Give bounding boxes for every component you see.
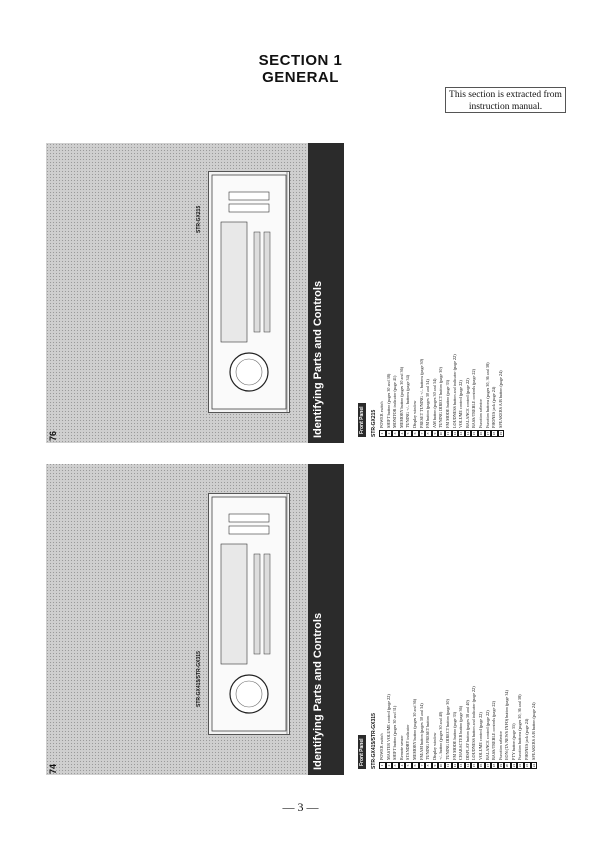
- list-item: [379, 469, 386, 769]
- list-item: [419, 147, 426, 437]
- list-item: [465, 469, 472, 769]
- page-label-74: 74: [48, 763, 58, 774]
- list-item: [445, 147, 452, 437]
- list-item: [399, 147, 406, 437]
- item-number: 7: [419, 762, 426, 769]
- list-item: [386, 469, 393, 769]
- item-text: DISPLAY button (pages 38 and 40): [464, 700, 470, 760]
- list-item: [531, 469, 538, 769]
- item-text: Function selector: [497, 731, 503, 760]
- item-number: 8: [425, 430, 432, 437]
- item-text: TUNING DIRECT button (page 30): [444, 699, 450, 760]
- item-number: 14: [465, 763, 470, 768]
- list-item: [438, 469, 445, 769]
- list-item: [425, 147, 432, 437]
- item-number: 12: [452, 763, 457, 768]
- item-text: Display window: [431, 732, 437, 760]
- item-text: VOLUME control (page 22): [477, 712, 483, 760]
- list-item: [392, 147, 399, 437]
- item-number: 9: [432, 762, 439, 769]
- receiver-front-diagram: [208, 493, 290, 735]
- item-text: Remote sensor: [398, 735, 404, 760]
- list-item: [386, 147, 393, 437]
- model-label: STR-GX415/STR-GX315: [371, 713, 377, 769]
- item-number: 13: [459, 763, 464, 768]
- text-column: [350, 469, 537, 769]
- list-item: [485, 147, 492, 437]
- list-item: [425, 469, 432, 769]
- model-label: STR-GX215: [371, 409, 377, 437]
- item-text: TUNING DIRECT button (page 30): [438, 367, 444, 428]
- item-number: 1: [379, 762, 386, 769]
- item-text: SPEAKERS A/B button (page 24): [530, 702, 536, 760]
- item-text: STANDBY indicator: [405, 724, 411, 760]
- item-text: FM MODE button (page 33): [444, 379, 450, 428]
- parts-list: [379, 469, 537, 769]
- section-title: GENERAL: [262, 69, 339, 86]
- list-item: [458, 147, 465, 437]
- list-item: [458, 469, 465, 769]
- subheading: Front Panel: [358, 403, 366, 437]
- item-number: 17: [485, 431, 490, 436]
- item-text: PTY button (page 35): [510, 723, 516, 760]
- item-number: 13: [459, 431, 464, 436]
- item-number: 1: [379, 430, 386, 437]
- receiver-front-diagram: [208, 171, 290, 413]
- list-item: [445, 469, 452, 769]
- section-number: SECTION 1: [258, 52, 343, 69]
- list-item: [511, 469, 518, 769]
- item-text: BALANCE control (page 22): [464, 378, 470, 428]
- item-text: PRESET TUNING +/– buttons (page 30): [418, 358, 424, 428]
- item-number: 6: [412, 762, 419, 769]
- list-item: [498, 469, 505, 769]
- manual-page-74: [46, 464, 562, 775]
- item-text: TUNING PRESET button: [425, 716, 431, 760]
- item-text: POWER switch: [379, 401, 384, 428]
- item-number: 7: [419, 430, 426, 437]
- item-number: 22: [518, 763, 523, 768]
- item-text: EON (TA NEWS INFO) button (page 34): [504, 690, 510, 760]
- item-number: 24: [531, 763, 536, 768]
- list-item: [392, 469, 399, 769]
- list-item: [471, 469, 478, 769]
- item-number: 19: [498, 431, 503, 436]
- item-number: 5: [405, 430, 412, 437]
- list-item: [478, 469, 485, 769]
- parts-list: [379, 147, 504, 437]
- receiver-drawing: [209, 172, 289, 412]
- text-column: [350, 147, 504, 437]
- item-number: 5: [405, 762, 412, 769]
- list-item: [524, 469, 531, 769]
- item-text: PHONES jack (page 24): [491, 386, 497, 428]
- list-item: [491, 469, 498, 769]
- diagram-model-label: STR-GX215: [196, 205, 202, 233]
- item-number: 18: [492, 431, 497, 436]
- item-text: AM button (pages 30 and 34): [431, 378, 437, 428]
- item-text: SHIFT button (pages 30 and 38): [385, 373, 391, 428]
- item-text: CHARACTER button (page 36): [458, 705, 464, 760]
- item-text: Display window: [411, 400, 417, 428]
- item-number: 21: [511, 763, 516, 768]
- item-text: LOUDNESS button and indicator (page 22): [451, 354, 457, 428]
- list-item: [478, 147, 485, 437]
- item-number: 4: [399, 430, 406, 437]
- item-number: 2: [386, 430, 393, 437]
- list-item: [517, 469, 524, 769]
- item-number: 16: [478, 763, 483, 768]
- list-item: [452, 469, 459, 769]
- list-item: [452, 147, 459, 437]
- list-item: [432, 147, 439, 437]
- list-item: [485, 469, 492, 769]
- item-number: 18: [492, 763, 497, 768]
- item-text: SHIFT button (pages 30 and 31): [392, 705, 398, 760]
- item-number: 15: [472, 431, 477, 436]
- item-text: FM/AM button (pages 30 and 34): [418, 703, 424, 760]
- item-text: MEMORY button (pages 30 and 36): [411, 698, 417, 760]
- item-number: 16: [478, 431, 483, 436]
- item-text: Function buttons (pages 30, 36 and 38): [517, 694, 523, 760]
- list-item: [491, 147, 498, 437]
- list-item: [432, 469, 439, 769]
- item-number: 19: [498, 763, 503, 768]
- item-text: SPEAKERS A/B button (page 24): [497, 370, 503, 428]
- item-number: 6: [412, 430, 419, 437]
- item-text: POWER switch: [379, 733, 384, 760]
- item-text: BASS/TREBLE controls (page 22): [491, 701, 497, 760]
- diagram-area: [46, 143, 308, 443]
- item-text: +/– button (pages 30 and 40): [438, 711, 444, 760]
- item-number: 14: [465, 431, 470, 436]
- diagram-model-label: STR-GX415/STR-GX315: [196, 651, 202, 707]
- manual-page-76: [46, 143, 562, 443]
- item-text: MEMORY button (pages 30 and 36): [398, 366, 404, 428]
- list-item: [498, 147, 505, 437]
- item-text: BASS/TREBLE controls (page 22): [471, 369, 477, 428]
- item-text: VOLUME control (page 22): [458, 380, 464, 428]
- list-item: [379, 147, 386, 437]
- item-text: MONITOR indicator (page 41): [392, 375, 398, 428]
- item-text: TUNING +/– buttons (page 34): [405, 374, 411, 428]
- list-item: [438, 147, 445, 437]
- item-text: PHONES jack (page 24): [524, 718, 530, 760]
- heading-band: Identifying Parts and Controls: [308, 464, 344, 775]
- item-text: Function selector: [477, 399, 483, 428]
- item-text: FM MODE button (page 33): [451, 711, 457, 760]
- item-number: 17: [485, 763, 490, 768]
- item-text: LOUDNESS button and indicator (page 22): [471, 686, 477, 760]
- item-number: 2: [386, 762, 393, 769]
- item-text: Function buttons (pages 30, 36 and 38): [484, 362, 490, 428]
- item-number: 4: [399, 762, 406, 769]
- item-number: 23: [525, 763, 530, 768]
- list-item: [419, 469, 426, 769]
- item-number: 8: [425, 762, 432, 769]
- diagram-area: [46, 464, 308, 775]
- item-number: 3: [392, 762, 399, 769]
- item-number: 11: [445, 431, 450, 436]
- item-text: MASTER VOLUME control (page 22): [385, 694, 391, 760]
- list-item: [465, 147, 472, 437]
- list-item: [405, 147, 412, 437]
- list-item: [412, 469, 419, 769]
- item-number: 10: [439, 763, 444, 768]
- item-number: 12: [452, 431, 457, 436]
- list-item: [405, 469, 412, 769]
- receiver-drawing: [209, 494, 289, 734]
- item-text: FM button (pages 30 and 34): [425, 379, 431, 428]
- item-number: 11: [445, 763, 450, 768]
- list-item: [504, 469, 511, 769]
- page-label-76: 76: [48, 430, 58, 441]
- item-number: 10: [439, 431, 444, 436]
- item-text: BALANCE control (page 22): [484, 710, 490, 760]
- item-number: 9: [432, 430, 439, 437]
- list-item: [412, 147, 419, 437]
- item-number: 20: [505, 763, 510, 768]
- list-item: [399, 469, 406, 769]
- item-number: 15: [472, 763, 477, 768]
- item-number: 3: [392, 430, 399, 437]
- extract-notice: This section is extracted from instruction manual.: [445, 87, 566, 113]
- page-number: — 3 —: [282, 800, 319, 814]
- subheading: Front Panel: [358, 735, 366, 769]
- heading-band: Identifying Parts and Controls: [308, 143, 344, 443]
- list-item: [471, 147, 478, 437]
